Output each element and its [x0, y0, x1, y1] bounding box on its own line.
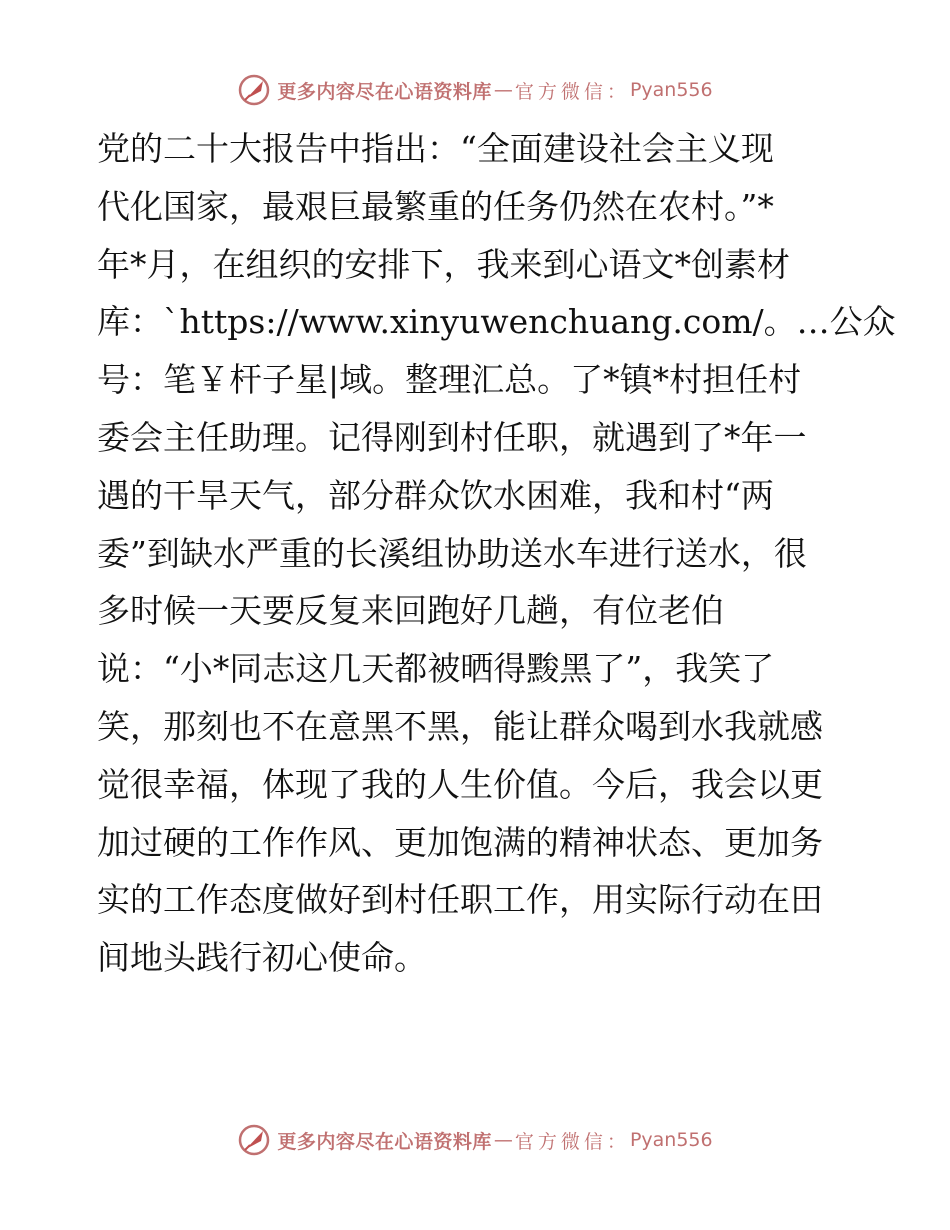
text-line: 实的工作态度做好到村任职工作，用实际行动在田 [97, 880, 823, 920]
text-line: 遇的干旱天气，部分群众饮水困难，我和村“两 [97, 475, 774, 515]
text-line: 说：“小*同志这几天都被晒得黢黑了”，我笑了 [97, 649, 775, 689]
header-wechat-label: 官方微信： [514, 80, 630, 103]
header-banner [0, 70, 950, 110]
text-line: 委会主任助理。记得刚到村任职，就遇到了*年一 [97, 417, 807, 457]
text-line: 间地头践行初心使命。 [97, 938, 427, 978]
text-line: 党的二十大报告中指出：“全面建设社会主义现 [97, 129, 774, 168]
footer-banner-text: 更多内容尽在心语资料库 [277, 1130, 492, 1153]
text-line: 加过硬的工作作风、更加饱满的精神状态、更加务 [97, 822, 823, 862]
body-paragraph [97, 120, 896, 987]
text-line: 多时候一天要反复来回跑好几趟，有位老伯 [97, 591, 724, 631]
quill-circle-logo-icon [237, 1123, 271, 1157]
footer-banner [0, 1120, 950, 1160]
text-line: 觉很幸福，体现了我的人生价值。今后，我会以更 [97, 764, 823, 804]
text-line: 委”到缺水严重的长溪组协助送水车进行送水，很 [97, 533, 807, 573]
header-banner-text: 更多内容尽在心语资料库 [277, 80, 492, 103]
footer-wechat-id: Pyan556 [629, 1129, 713, 1151]
text-line: 笑，那刻也不在意黑不黑，能让群众喝到水我就感 [97, 706, 823, 746]
text-line: 库：`https://www.xinyuwenchuang.com/。…公众 [97, 302, 896, 342]
text-line: 年*月，在组织的安排下，我来到心语文*创素材 [97, 244, 790, 284]
header-wechat-id: Pyan556 [629, 79, 713, 101]
header-separator: — [493, 79, 513, 101]
quill-circle-logo-icon [237, 73, 271, 107]
footer-separator: — [493, 1129, 513, 1151]
footer-wechat-label: 官方微信： [514, 1130, 630, 1153]
text-line: 号：笔￥杆子星|域。整理汇总。了*镇*村担任村 [97, 360, 802, 400]
text-line: 代化国家，最艰巨最繁重的任务仍然在农村。”* [97, 186, 774, 226]
